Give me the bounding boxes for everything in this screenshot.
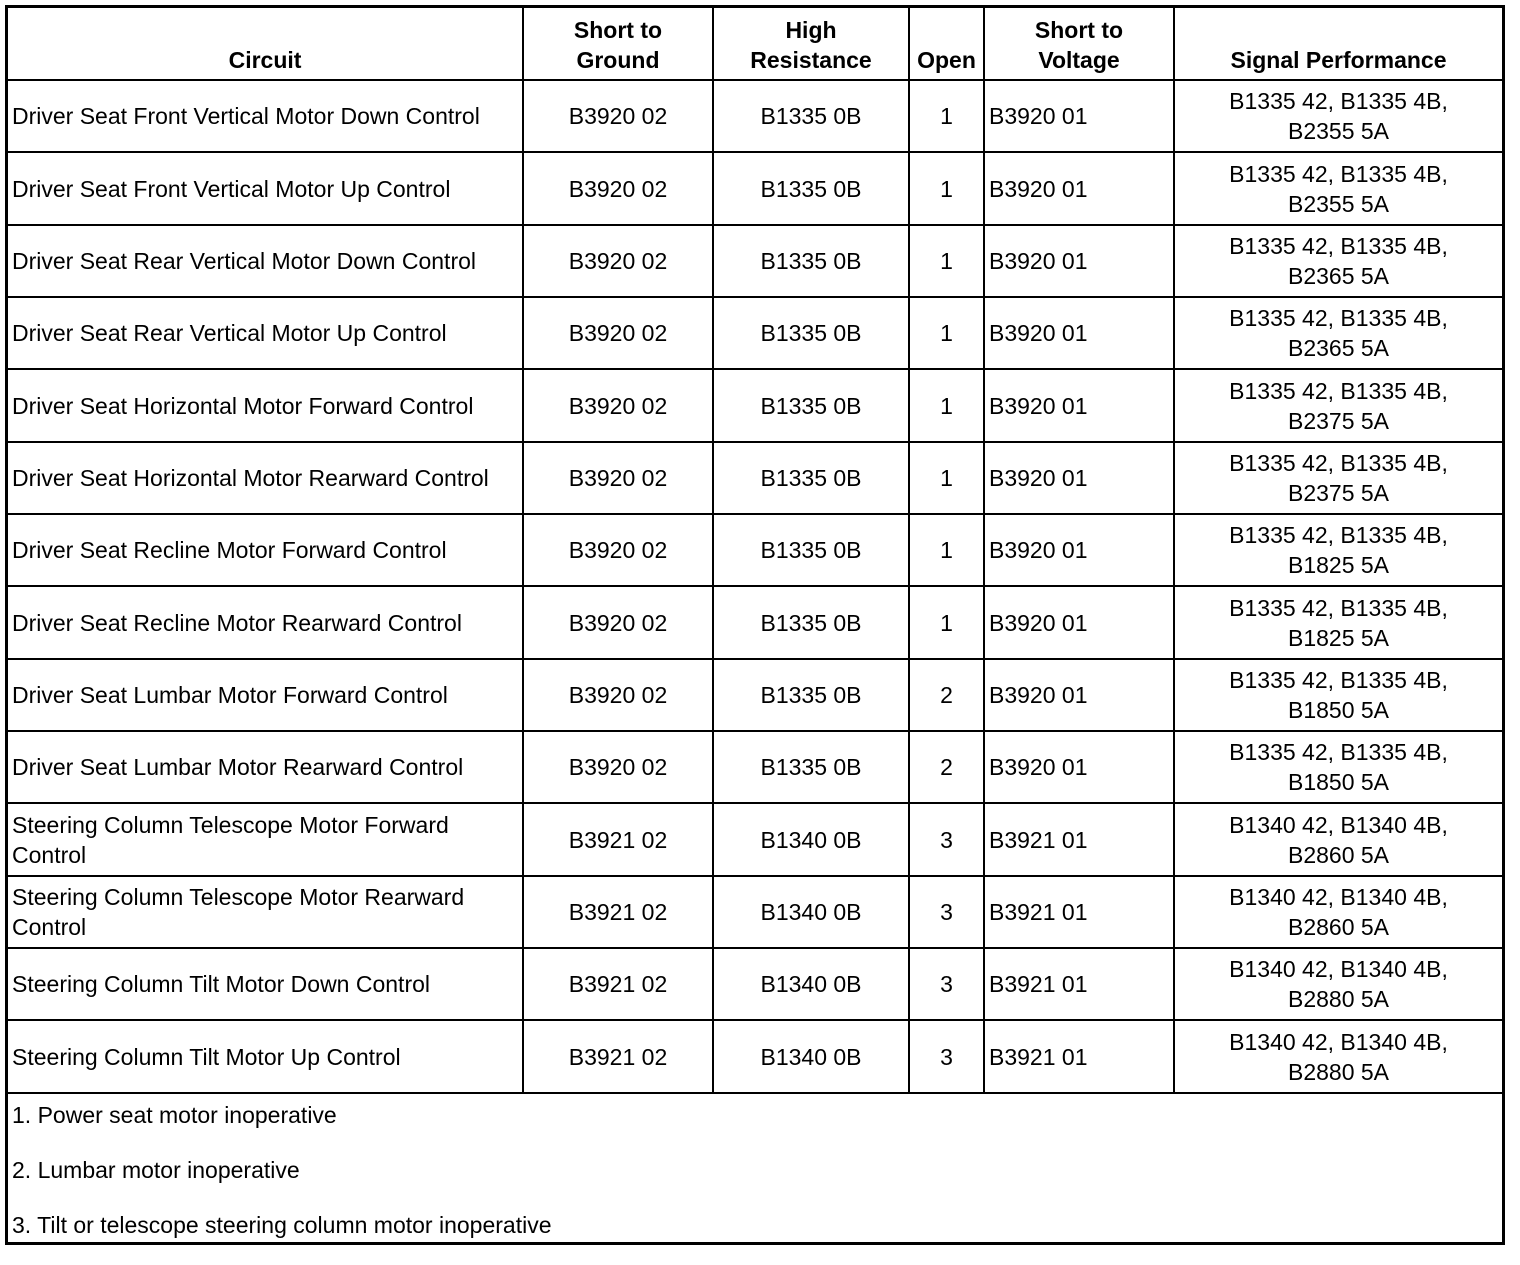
cell-high-resistance: B1335 0B xyxy=(713,369,909,441)
cell-short-to-voltage: B3920 01 xyxy=(984,514,1174,586)
cell-high-resistance: B1335 0B xyxy=(713,514,909,586)
table-row xyxy=(8,369,1502,441)
cell-short-to-ground: B3920 02 xyxy=(523,586,713,658)
cell-open: 3 xyxy=(909,876,984,948)
header-circuit: Circuit xyxy=(8,8,523,80)
cell-short-to-voltage: B3921 01 xyxy=(984,803,1174,875)
cell-short-to-ground: B3920 02 xyxy=(523,514,713,586)
table-row xyxy=(8,876,1502,948)
table-row xyxy=(8,803,1502,875)
table-row xyxy=(8,514,1502,586)
cell-open: 1 xyxy=(909,442,984,514)
circuit-diagnostic-document xyxy=(5,5,1505,1245)
cell-short-to-ground: B3920 02 xyxy=(523,297,713,369)
footnote-3: 3. Tilt or telescope steering column motor inoperative xyxy=(12,1212,552,1238)
cell-signal-performance: B1335 42, B1335 4B, B1850 5A xyxy=(1174,659,1502,731)
cell-short-to-voltage: B3921 01 xyxy=(984,948,1174,1020)
cell-short-to-ground: B3920 02 xyxy=(523,369,713,441)
cell-high-resistance: B1335 0B xyxy=(713,152,909,224)
cell-signal-performance: B1340 42, B1340 4B, B2880 5A xyxy=(1174,1020,1502,1093)
cell-circuit: Driver Seat Lumbar Motor Forward Control xyxy=(8,659,523,731)
cell-short-to-ground: B3920 02 xyxy=(523,152,713,224)
cell-short-to-ground: B3920 02 xyxy=(523,225,713,297)
table-row xyxy=(8,948,1502,1020)
cell-signal-performance: B1335 42, B1335 4B, B1825 5A xyxy=(1174,514,1502,586)
cell-high-resistance: B1340 0B xyxy=(713,1020,909,1093)
cell-open: 3 xyxy=(909,948,984,1020)
cell-circuit: Driver Seat Recline Motor Rearward Control xyxy=(8,586,523,658)
cell-signal-performance: B1335 42, B1335 4B, B2355 5A xyxy=(1174,152,1502,224)
header-open: Open xyxy=(909,8,984,80)
cell-signal-performance: B1340 42, B1340 4B, B2860 5A xyxy=(1174,803,1502,875)
table-row xyxy=(8,1020,1502,1093)
cell-high-resistance: B1335 0B xyxy=(713,442,909,514)
cell-short-to-ground: B3920 02 xyxy=(523,80,713,152)
cell-high-resistance: B1335 0B xyxy=(713,297,909,369)
footnote-1: 1. Power seat motor inoperative xyxy=(12,1102,337,1128)
cell-circuit: Driver Seat Lumbar Motor Rearward Control xyxy=(8,731,523,803)
cell-circuit: Driver Seat Recline Motor Forward Control xyxy=(8,514,523,586)
cell-circuit: Driver Seat Front Vertical Motor Up Control xyxy=(8,152,523,224)
cell-signal-performance: B1335 42, B1335 4B, B2365 5A xyxy=(1174,225,1502,297)
table-row xyxy=(8,586,1502,658)
cell-signal-performance: B1340 42, B1340 4B, B2880 5A xyxy=(1174,948,1502,1020)
table-body xyxy=(8,80,1502,1093)
cell-high-resistance: B1335 0B xyxy=(713,731,909,803)
cell-signal-performance: B1335 42, B1335 4B, B1850 5A xyxy=(1174,731,1502,803)
cell-high-resistance: B1335 0B xyxy=(713,225,909,297)
cell-open: 1 xyxy=(909,514,984,586)
cell-signal-performance: B1335 42, B1335 4B, B1825 5A xyxy=(1174,586,1502,658)
table-row xyxy=(8,442,1502,514)
cell-short-to-ground: B3921 02 xyxy=(523,876,713,948)
cell-signal-performance: B1335 42, B1335 4B, B2365 5A xyxy=(1174,297,1502,369)
cell-short-to-voltage: B3921 01 xyxy=(984,876,1174,948)
cell-short-to-voltage: B3920 01 xyxy=(984,731,1174,803)
cell-high-resistance: B1335 0B xyxy=(713,80,909,152)
cell-circuit: Driver Seat Front Vertical Motor Down Control xyxy=(8,80,523,152)
cell-short-to-ground: B3920 02 xyxy=(523,731,713,803)
cell-open: 3 xyxy=(909,803,984,875)
cell-signal-performance: B1335 42, B1335 4B, B2355 5A xyxy=(1174,80,1502,152)
cell-circuit: Driver Seat Rear Vertical Motor Up Control xyxy=(8,297,523,369)
cell-signal-performance: B1335 42, B1335 4B, B2375 5A xyxy=(1174,369,1502,441)
header-signal-performance: Signal Performance xyxy=(1174,8,1502,80)
cell-circuit: Driver Seat Horizontal Motor Forward Control xyxy=(8,369,523,441)
table-row xyxy=(8,659,1502,731)
cell-high-resistance: B1335 0B xyxy=(713,659,909,731)
circuit-fault-table xyxy=(8,8,1502,1094)
cell-short-to-voltage: B3920 01 xyxy=(984,659,1174,731)
header-short-to-voltage: Short to Voltage xyxy=(984,8,1174,80)
cell-short-to-ground: B3921 02 xyxy=(523,948,713,1020)
cell-open: 1 xyxy=(909,586,984,658)
cell-high-resistance: B1340 0B xyxy=(713,876,909,948)
table-header-row xyxy=(8,8,1502,80)
table-row xyxy=(8,225,1502,297)
cell-short-to-ground: B3920 02 xyxy=(523,659,713,731)
cell-circuit: Steering Column Tilt Motor Down Control xyxy=(8,948,523,1020)
cell-high-resistance: B1340 0B xyxy=(713,948,909,1020)
cell-short-to-voltage: B3920 01 xyxy=(984,225,1174,297)
cell-circuit: Driver Seat Rear Vertical Motor Down Control xyxy=(8,225,523,297)
cell-circuit: Steering Column Tilt Motor Up Control xyxy=(8,1020,523,1093)
cell-open: 2 xyxy=(909,659,984,731)
table-row xyxy=(8,152,1502,224)
cell-short-to-ground: B3921 02 xyxy=(523,1020,713,1093)
footnote-2: 2. Lumbar motor inoperative xyxy=(12,1157,300,1183)
cell-circuit: Driver Seat Horizontal Motor Rearward Control xyxy=(8,442,523,514)
cell-open: 1 xyxy=(909,369,984,441)
cell-short-to-ground: B3921 02 xyxy=(523,803,713,875)
cell-short-to-voltage: B3920 01 xyxy=(984,80,1174,152)
cell-short-to-ground: B3920 02 xyxy=(523,442,713,514)
cell-high-resistance: B1335 0B xyxy=(713,586,909,658)
cell-short-to-voltage: B3920 01 xyxy=(984,442,1174,514)
cell-open: 1 xyxy=(909,297,984,369)
cell-signal-performance: B1340 42, B1340 4B, B2860 5A xyxy=(1174,876,1502,948)
cell-short-to-voltage: B3921 01 xyxy=(984,1020,1174,1093)
footnotes xyxy=(8,1094,1502,1265)
cell-open: 2 xyxy=(909,731,984,803)
cell-high-resistance: B1340 0B xyxy=(713,803,909,875)
cell-short-to-voltage: B3920 01 xyxy=(984,586,1174,658)
cell-open: 3 xyxy=(909,1020,984,1093)
table-row xyxy=(8,80,1502,152)
cell-short-to-voltage: B3920 01 xyxy=(984,152,1174,224)
cell-circuit: Steering Column Telescope Motor Forward Control xyxy=(8,803,523,875)
cell-short-to-voltage: B3920 01 xyxy=(984,297,1174,369)
cell-open: 1 xyxy=(909,80,984,152)
header-high-resistance: High Resistance xyxy=(713,8,909,80)
table-row xyxy=(8,731,1502,803)
cell-signal-performance: B1335 42, B1335 4B, B2375 5A xyxy=(1174,442,1502,514)
table-row xyxy=(8,297,1502,369)
cell-short-to-voltage: B3920 01 xyxy=(984,369,1174,441)
cell-open: 1 xyxy=(909,152,984,224)
cell-open: 1 xyxy=(909,225,984,297)
header-short-to-ground: Short to Ground xyxy=(523,8,713,80)
cell-circuit: Steering Column Telescope Motor Rearward Control xyxy=(8,876,523,948)
